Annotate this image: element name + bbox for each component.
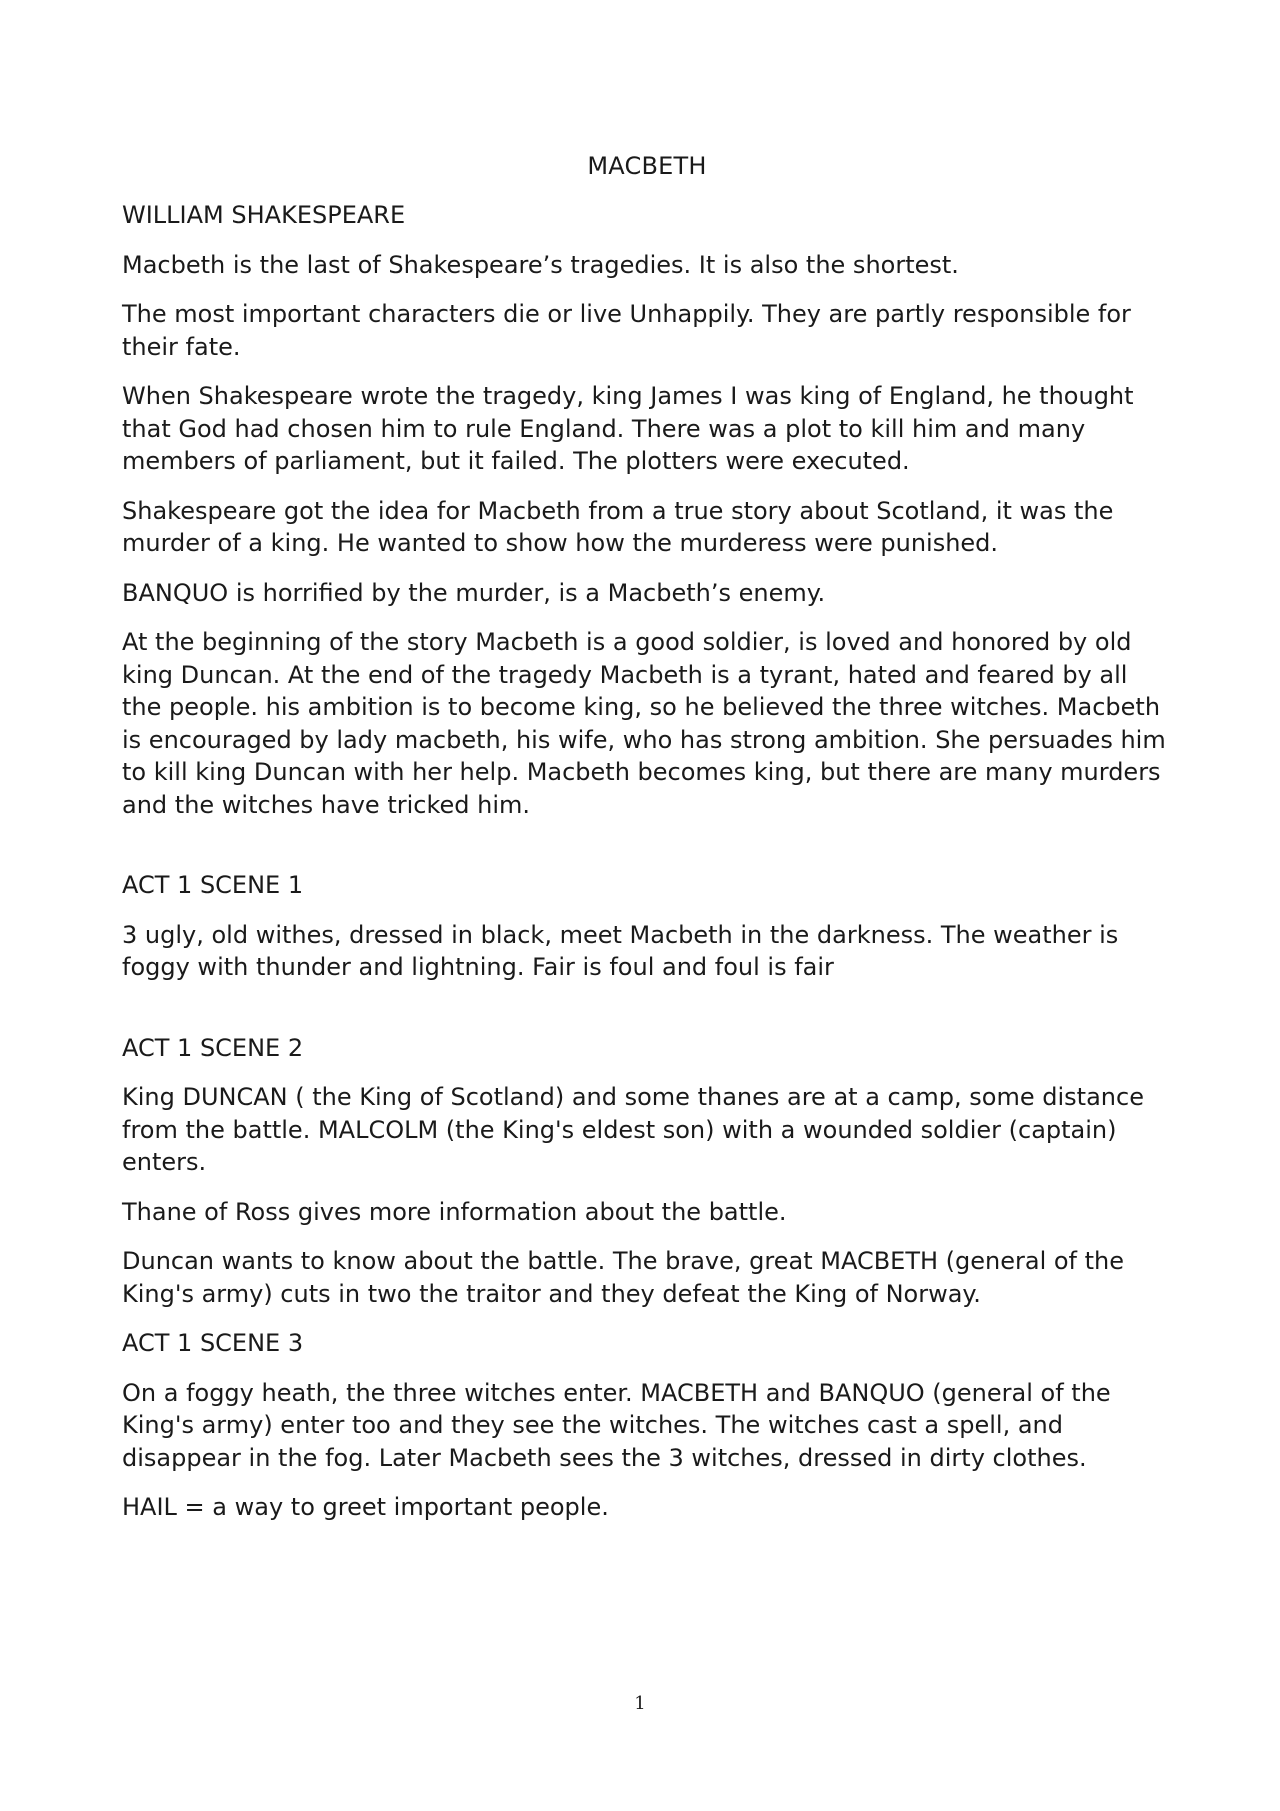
intro-paragraph: The most important characters die or live Unhappily. They are partly responsible for their fate.	[122, 300, 1131, 361]
scene-paragraph: Thane of Ross gives more information about the battle.	[122, 1197, 787, 1226]
intro-paragraph: At the beginning of the story Macbeth is a good soldier, is loved and honored by old king Duncan. At the end of the tragedy Macbeth is a tyrant, hated and feared by all the people. his ambition is to become king, so he believed the three witches. Macbeth is encouraged by lady macbeth, his wife, who has strong ambition. She persuades him to kill king Duncan with her help. Macbeth becomes king, but there are many murders and the witches have tricked him.	[122, 628, 1166, 819]
page-number: 1	[634, 1693, 646, 1714]
scene-heading-1-1: ACT 1 SCENE 1	[122, 871, 304, 899]
intro-paragraph: BANQUO is horrified by the murder, is a Macbeth’s enemy.	[122, 578, 826, 607]
scene-heading-1-3: ACT 1 SCENE 3	[122, 1329, 304, 1357]
intro-paragraph: When Shakespeare wrote the tragedy, king James I was king of England, he thought that God had chosen him to rule England. There was a plot to kill him and many members of parliament, but it failed. The plotters were executed.	[122, 382, 1134, 475]
document-title: MACBETH	[587, 152, 707, 180]
scene-heading-1-2: ACT 1 SCENE 2	[122, 1033, 304, 1062]
intro-paragraph: Macbeth is the last of Shakespeare’s tragedies. It is also the shortest.	[122, 250, 959, 279]
document-page	[122, 150, 1172, 1541]
scene-paragraph: 3 ugly, old withes, dressed in black, meet Macbeth in the darkness. The weather is foggy with thunder and lightning. Fair is foul and foul is fair	[122, 920, 1119, 981]
intro-paragraph: Shakespeare got the idea for Macbeth from a true story about Scotland, it was the murder of a king. He wanted to show how the murderess were punished.	[122, 496, 1114, 557]
scene-paragraph: Duncan wants to know about the battle. The brave, great MACBETH (general of the King's army) cuts in two the traitor and they defeat the King of Norway.	[122, 1247, 1125, 1308]
author-line: WILLIAM SHAKESPEARE	[122, 201, 406, 229]
scene-paragraph: King DUNCAN ( the King of Scotland) and some thanes are at a camp, some distance from the battle. MALCOLM (the King's eldest son) with a wounded soldier (captain) enters.	[122, 1083, 1144, 1176]
scene-paragraph: HAIL = a way to greet important people.	[122, 1493, 609, 1521]
scene-paragraph: On a foggy heath, the three witches enter. MACBETH and BANQUO (general of the King's army) enter too and they see the witches. The witches cast a spell, and disappear in the fog. Later Macbeth sees the 3 witches, dressed in dirty clothes.	[122, 1378, 1111, 1472]
